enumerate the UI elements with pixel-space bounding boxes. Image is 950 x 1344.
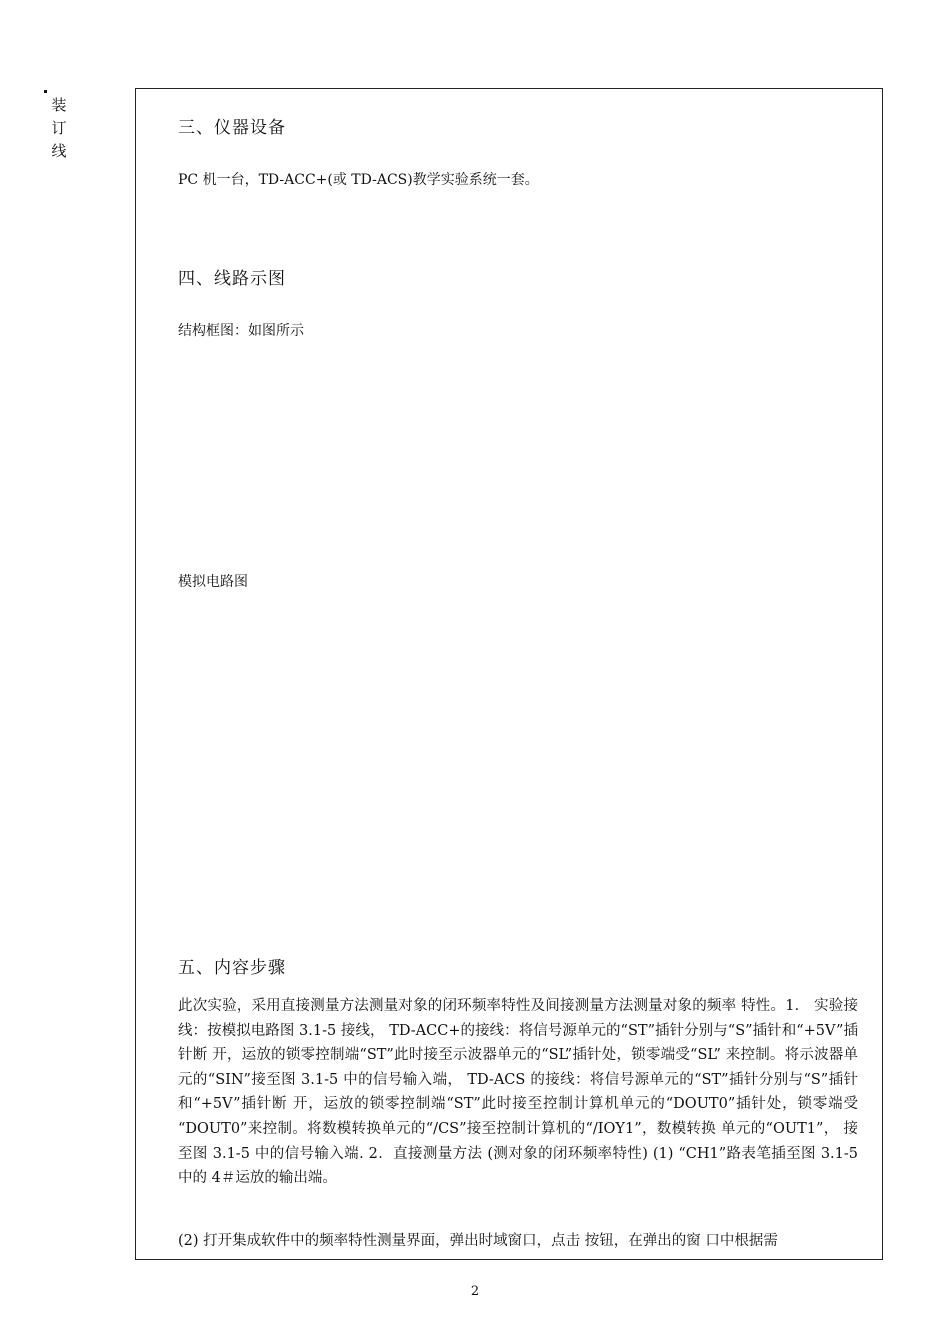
section-5-heading: 五、内容步骤: [178, 958, 286, 978]
page-number: 2: [470, 1284, 480, 1299]
document-frame: [135, 88, 883, 1260]
section-3-heading: 三、仪器设备: [178, 118, 286, 138]
binding-line-label: [50, 94, 68, 163]
section-4-heading: 四、线路示图: [178, 269, 286, 289]
binding-dot: [44, 90, 47, 93]
equipment-text: PC 机一台，TD-ACC+(或 TD-ACS)教学实验系统一套。: [178, 172, 539, 188]
procedure-paragraph-1: 此次实验，采用直接测量方法测量对象的闭环频率特性及间接测量方法测量对象的频率 特性。1． 实验接线：按模拟电路图 3.1-5 接线， TD-ACC+的接线：将信号源单元的“ST”插针分别与“S”插针和“+5V”插针断 开，运放的锁零控制端“ST”此时接至示波器单元的“SL”插针处，锁零端受“SL” 来控制。将示波器单元的“SIN”接至图 3.1-5 中的信号输入端， TD-ACS 的接线：将信号源单元的“ST”插针分别与“S”插针和“+5V”插针断 开，运放的锁零控制端“ST”此时接至控制计算机单元的“DOUT0”插针处，锁零端受 “DOUT0”来控制。将数模转换单元的“/CS”接至控制计算机的“/IOY1”，数模转换 单元的“OUT1”， 接至图 3.1-5 中的信号输入端. 2．直接测量方法 (测对象的闭环频率特性) (1) “CH1”路表笔插至图 3.1-5 中的 4＃运放的输出端。: [178, 998, 858, 1187]
binding-char-2: 订: [51, 119, 67, 137]
block-diagram-caption: 结构框图：如图所示: [178, 323, 304, 339]
binding-char-3: 线: [51, 142, 67, 160]
binding-char-1: 装: [51, 96, 67, 114]
procedure-paragraph-2: (2) 打开集成软件中的频率特性测量界面，弹出时域窗口，点击 按钮，在弹出的窗 口中根据需: [178, 1233, 778, 1249]
circuit-diagram-caption: 模拟电路图: [178, 574, 248, 590]
